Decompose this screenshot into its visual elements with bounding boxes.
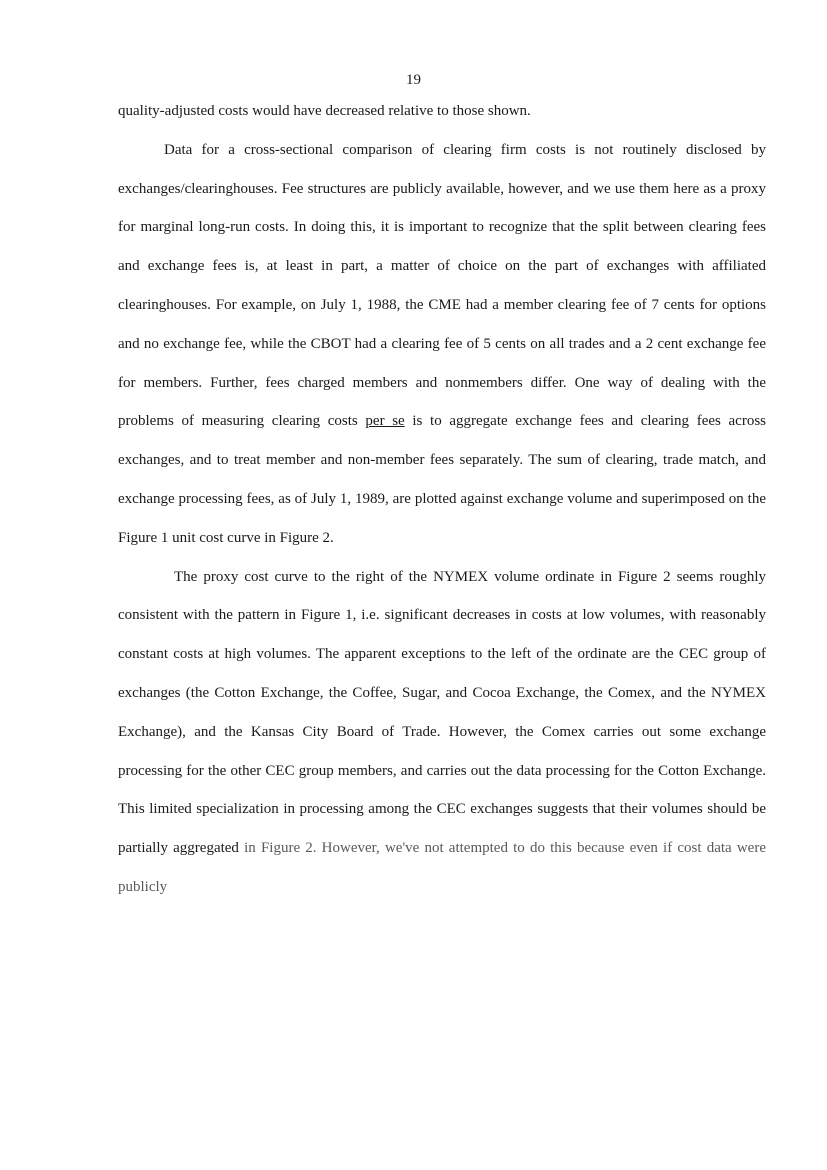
paragraph-proxy-cost-curve (118, 558, 766, 907)
emphasis-per-se: per se (365, 413, 405, 430)
paragraph-text: is to aggregate exchange fees and clearing fees across exchanges, and to treat member and non-member fees separately. The sum of clearing, trade match, and exchange processing fees, as of July 1, 1989, are plotted against exchange volume and superimposed on the Figure 1 unit cost curve in Figure 2. (118, 413, 766, 546)
paragraph-text-faded: in Figure 2. However, we've not attempted to do this because even if cost data were publicly (118, 840, 766, 895)
body-text (118, 92, 766, 907)
paragraph-continuation: quality-adjusted costs would have decreased relative to those shown. (118, 103, 531, 119)
paragraph-text: The proxy cost curve to the right of the NYMEX volume ordinate in Figure 2 seems roughly consistent with the pattern in Figure 1, i.e. significant decreases in costs at low volumes, with reasonably constant costs at high volumes. The apparent exceptions to the left of the ordinate are the CEC group of exchanges (the Cotton Exchange, the Coffee, Sugar, and Cocoa Exchange, the Comex, and the NYMEX Exchange), and the Kansas City Board of Trade. However, the Comex carries out some exchange processing for the other CEC group members, and carries out the data processing for the Cotton Exchange. This limited specialization in processing among the CEC exchanges suggests that their volumes should be partially aggregated (118, 568, 766, 857)
page-number: 19 (406, 72, 421, 88)
paragraph-text: Data for a cross-sectional comparison of clearing firm costs is not routinely disclosed by exchanges/clearinghouses. Fee structures are publicly available, however, and we use them here as a proxy for marginal long-run costs. In doing this, it is important to recognize that the split between clearing fees and exchange fees is, at least in part, a matter of choice on the part of exchanges with affiliated clearinghouses. For example, on July 1, 1988, the CME had a member clearing fee of 7 cents for options and no exchange fee, while the CBOT had a clearing fee of 5 cents on all trades and a 2 cent exchange fee for members. Further, fees charged members and nonmembers differ. One way of dealing with the problems of measuring clearing costs (118, 141, 766, 430)
paragraph-fee-structures (118, 131, 766, 558)
